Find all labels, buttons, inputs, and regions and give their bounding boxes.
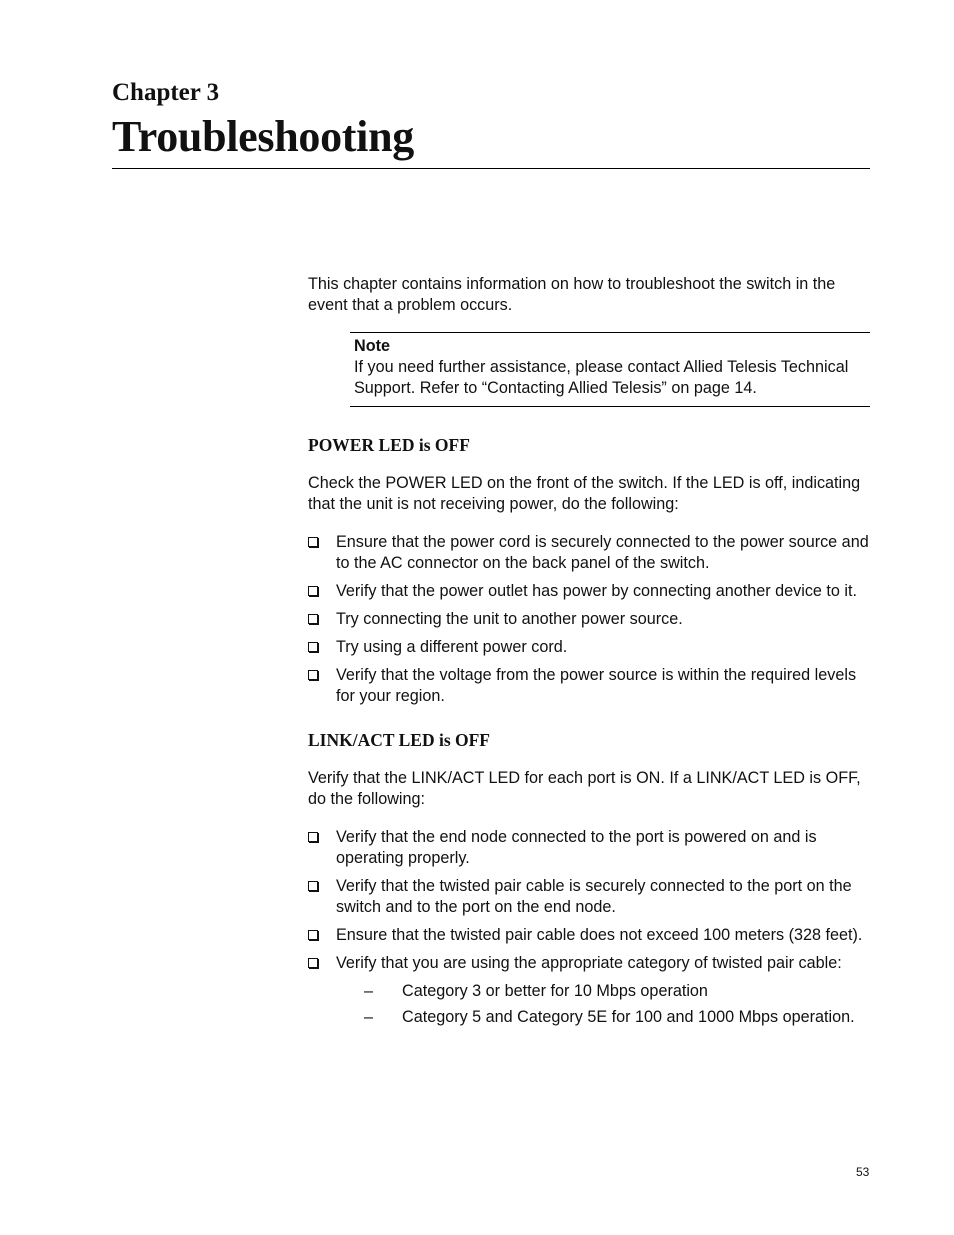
dash-bullet: – <box>364 982 374 1000</box>
checkbox-bullet-icon <box>308 832 318 842</box>
checkbox-bullet-icon <box>308 958 318 968</box>
list-item <box>308 532 870 574</box>
chapter-title: Troubleshooting <box>112 112 414 161</box>
note-heading: Note <box>354 337 390 355</box>
sub-list-item-text: Category 3 or better for 10 Mbps operation <box>402 982 708 1000</box>
checkbox-bullet-icon <box>308 614 318 624</box>
list-item-text: Verify that the end node connected to the port is powered on and is operating properly. <box>336 828 817 867</box>
power-led-checklist <box>308 532 870 707</box>
checkbox-bullet-icon <box>308 670 318 680</box>
checkbox-bullet-icon <box>308 537 318 547</box>
cable-category-sublist <box>364 981 870 1028</box>
list-item-text: Ensure that the power cord is securely connected to the power source and to the AC connector on the back panel of the switch. <box>336 533 869 572</box>
list-item-text: Verify that the power outlet has power by connecting another device to it. <box>336 582 858 600</box>
list-item-text: Verify that the voltage from the power source is within the required levels for your region. <box>336 666 857 705</box>
link-act-led-checklist <box>308 827 870 1028</box>
list-item <box>308 609 870 630</box>
list-item <box>308 665 870 707</box>
list-item <box>308 876 870 918</box>
body-column <box>308 274 870 1050</box>
section-intro-power-led: Check the POWER LED on the front of the switch. If the LED is off, indicating that the unit is not receiving power, do the following: <box>308 474 861 513</box>
section-heading-link-act-led: LINK/ACT LED is OFF <box>308 730 490 750</box>
section-intro-link-act-led: Verify that the LINK/ACT LED for each port is ON. If a LINK/ACT LED is OFF, do the following: <box>308 769 861 808</box>
list-item <box>308 827 870 869</box>
list-item-text: Try using a different power cord. <box>336 638 568 656</box>
list-item-text: Verify that the twisted pair cable is securely connected to the port on the switch and to the port on the end node. <box>336 877 852 916</box>
title-divider <box>112 168 870 169</box>
list-item <box>308 581 870 602</box>
list-item <box>308 953 870 1028</box>
checkbox-bullet-icon <box>308 930 318 940</box>
section-heading-power-led: POWER LED is OFF <box>308 435 470 455</box>
page-number: 53 <box>856 1165 870 1179</box>
list-item-text: Try connecting the unit to another power source. <box>336 610 683 628</box>
sub-list-item <box>364 1007 870 1028</box>
list-item-text: Ensure that the twisted pair cable does not exceed 100 meters (328 feet). <box>336 926 863 944</box>
sub-list-item <box>364 981 870 1002</box>
list-item <box>308 925 870 946</box>
dash-bullet: – <box>364 1008 374 1026</box>
list-item <box>308 637 870 658</box>
sub-list-item-text: Category 5 and Category 5E for 100 and 1000 Mbps operation. <box>402 1008 855 1026</box>
checkbox-bullet-icon <box>308 642 318 652</box>
list-item-text: Verify that you are using the appropriate category of twisted pair cable: <box>336 954 842 972</box>
chapter-label: Chapter 3 <box>112 79 220 106</box>
note-box <box>350 332 870 407</box>
note-text: If you need further assistance, please contact Allied Telesis Technical Support. Refer to “Contacting Allied Telesis” on page 14. <box>354 358 849 397</box>
checkbox-bullet-icon <box>308 881 318 891</box>
checkbox-bullet-icon <box>308 586 318 596</box>
chapter-intro: This chapter contains information on how to troubleshoot the switch in the event that a problem occurs. <box>308 275 836 314</box>
